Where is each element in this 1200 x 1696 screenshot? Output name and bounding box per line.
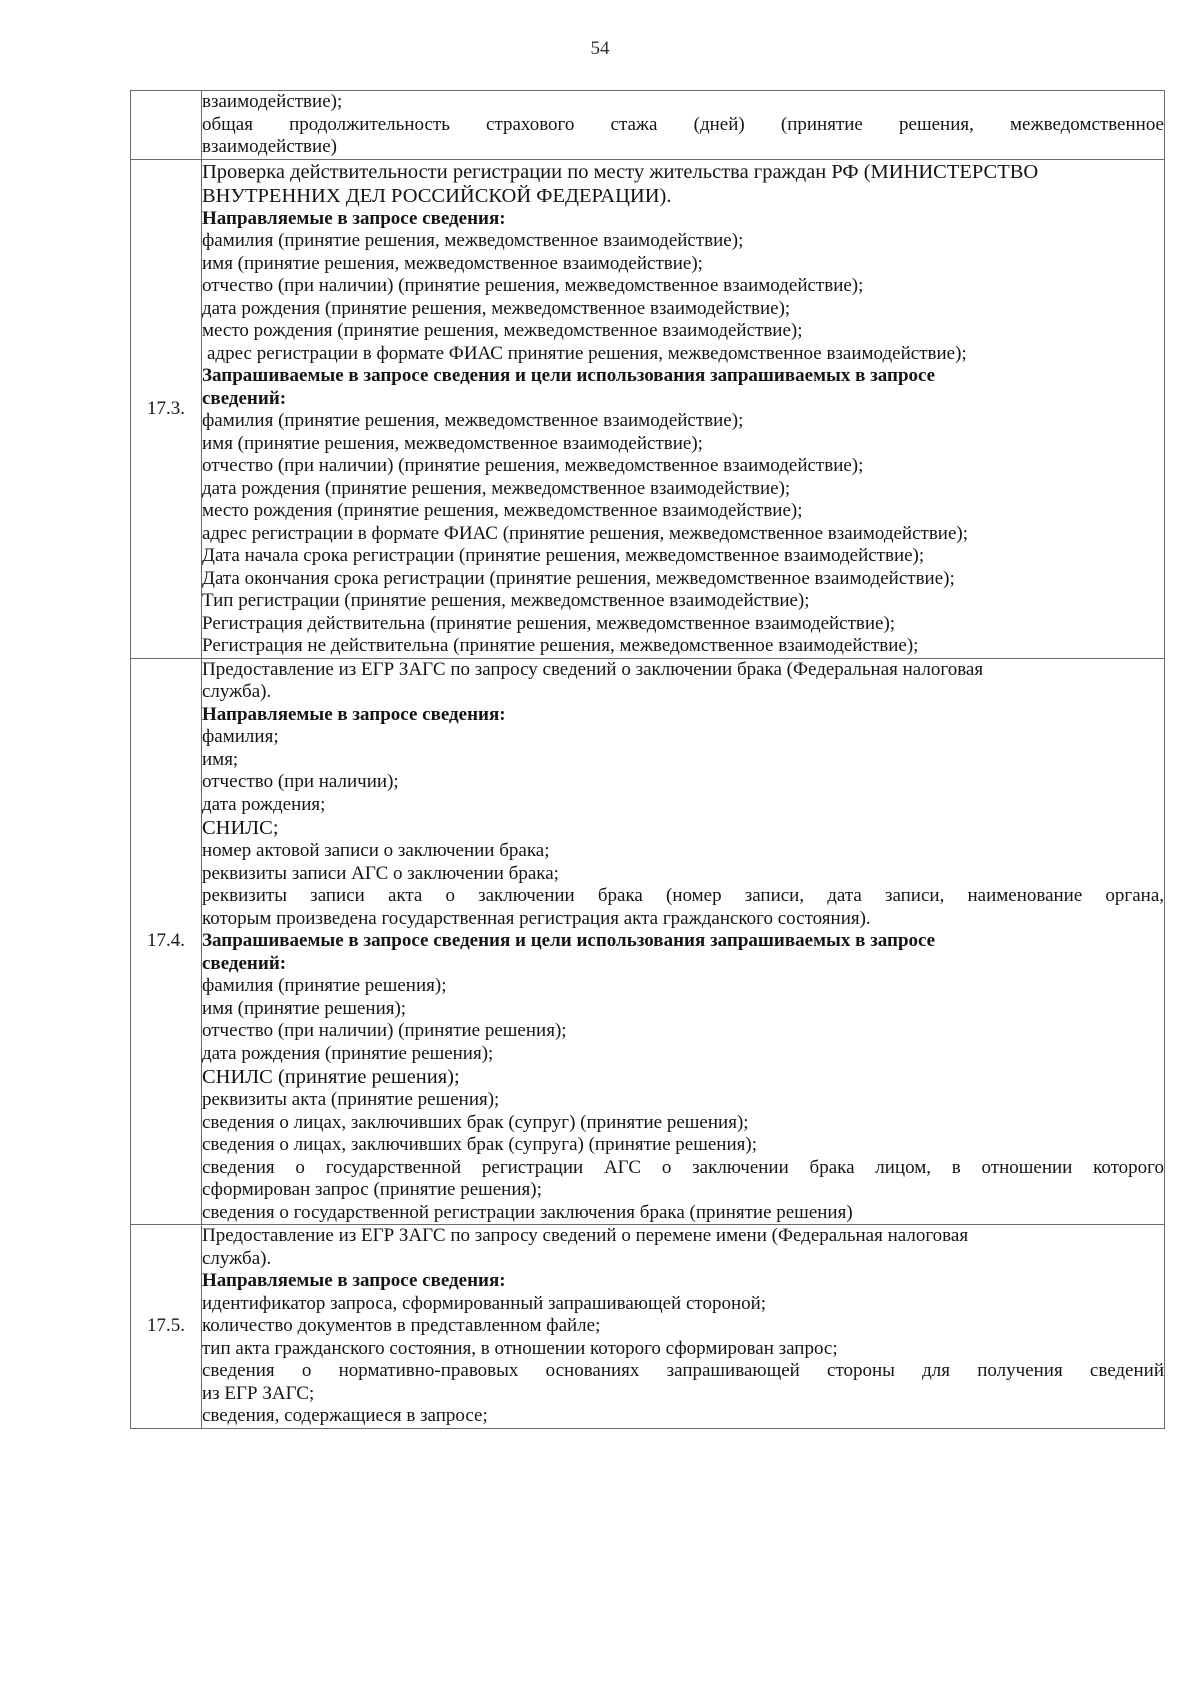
text-line: СНИЛС; [202,817,279,839]
text-line: сведения, содержащиеся в запросе; [202,1405,488,1426]
text-line: тип акта гражданского состояния, в отношении которого сформирован запрос; [202,1337,838,1359]
text-line: фамилия (принятие решения, межведомственное взаимодействие); [202,410,744,431]
text-line: отчество (при наличии) (принятие решения); [202,1020,567,1041]
text-line: сведения о государственной регистрации заключения брака (принятие решения) [202,1201,853,1223]
text-line: сведения о государственной регистрации АГС о заключении брака лицом, в отношении которого [202,1156,1164,1178]
text-line: дата рождения (принятие решения, межведомственное взаимодействие); [202,297,791,319]
section-heading: сведений: [202,387,287,409]
text-line: отчество (при наличии) (принятие решения, межведомственное взаимодействие); [202,455,864,476]
text-line: Регистрация не действительна (принятие решения, межведомственное взаимодействие); [202,635,919,656]
row-number [131,91,202,160]
text-line: Дата окончания срока регистрации (принятие решения, межведомственное взаимодействие); [202,567,955,589]
text-line: имя; [202,748,239,770]
text-line: сведения о лицах, заключивших брак (супруга) (принятие решения); [202,1134,757,1155]
text-line: сведения о лицах, заключивших брак (супруг) (принятие решения); [202,1111,749,1133]
text-line: служба). [202,681,272,702]
section-heading: Запрашиваемые в запросе сведения и цели использования запрашиваемых в запросе [202,930,936,951]
table-row-17-4 [131,658,1165,1225]
row-number: 17.3. [131,159,202,658]
row-number: 17.4. [131,658,202,1225]
requirements-table [130,90,1165,1429]
text-line: дата рождения; [202,793,326,815]
table-row-17-5 [131,1225,1165,1429]
text-line: Предоставление из ЕГР ЗАГС по запросу сведений о перемене имени (Федеральная налоговая [202,1225,969,1246]
table-row-17-3 [131,159,1165,658]
text-line: количество документов в представленном файле; [202,1315,601,1336]
text-line: из ЕГР ЗАГС; [202,1382,315,1404]
text-line: Тип регистрации (принятие решения, межведомственное взаимодействие); [202,590,810,611]
page-number: 54 [590,38,610,59]
text-line: дата рождения (принятие решения, межведомственное взаимодействие); [202,477,791,499]
text-line: Предоставление из ЕГР ЗАГС по запросу сведений о заключении брака (Федеральная налоговая [202,658,984,680]
text-line: фамилия; [202,726,279,747]
text-line: фамилия (принятие решения, межведомственное взаимодействие); [202,230,744,251]
text-line: имя (принятие решения, межведомственное взаимодействие); [202,432,703,454]
text-line: СНИЛС (принятие решения); [202,1066,460,1088]
text-line: Проверка действительности регистрации по месту жительства граждан РФ (МИНИСТЕРСТВО [202,160,1039,183]
text-line: имя (принятие решения); [202,997,407,1019]
row-content [202,1225,1165,1429]
text-line: сформирован запрос (принятие решения); [202,1179,542,1200]
text-line: которым произведена государственная регистрация акта гражданского состояния). [202,907,871,929]
section-heading: Направляемые в запросе сведения: [202,1270,506,1291]
text-line: адрес регистрации в формате ФИАС (принятие решения, межведомственное взаимодействие); [202,522,969,544]
text-line: отчество (при наличии); [202,771,399,792]
text-line: место рождения (принятие решения, межведомственное взаимодействие); [202,500,803,521]
text-line: реквизиты записи акта о заключении брака (номер записи, дата записи, наименование органа, [202,885,1164,906]
section-heading: Направляемые в запросе сведения: [202,207,506,229]
text-line: номер актовой записи о заключении брака; [202,840,550,861]
text-line: место рождения (принятие решения, межведомственное взаимодействие); [202,320,803,341]
text-line: сведения о нормативно-правовых основаниях запрашивающей стороны для получения сведений [202,1360,1164,1381]
section-heading: Направляемые в запросе сведения: [202,703,506,725]
text-line: отчество (при наличии) (принятие решения, межведомственное взаимодействие); [202,275,864,296]
text-line: имя (принятие решения, межведомственное взаимодействие); [202,252,703,274]
text-line: адрес регистрации в формате ФИАС принятие решения, межведомственное взаимодействие); [207,342,967,364]
text-line: реквизиты акта (принятие решения); [202,1089,500,1110]
text-line: реквизиты записи АГС о заключении брака; [202,862,559,884]
text-line: дата рождения (принятие решения); [202,1042,494,1064]
text-line: Дата начала срока регистрации (принятие решения, межведомственное взаимодействие); [202,545,925,566]
row-content [202,159,1165,658]
row-content [202,91,1165,160]
text-line: идентификатор запроса, сформированный запрашивающей стороной; [202,1292,767,1314]
text-line: взаимодействие); [202,91,343,112]
text-line: взаимодействие) [202,136,337,157]
section-heading: сведений: [202,952,287,974]
row-content [202,658,1165,1225]
text-line: служба). [202,1247,272,1269]
text-line: Регистрация действительна (принятие решения, межведомственное взаимодействие); [202,612,896,634]
text-line: ВНУТРЕННИХ ДЕЛ РОССИЙСКОЙ ФЕДЕРАЦИИ). [202,184,672,207]
row-number: 17.5. [131,1225,202,1429]
section-heading: Запрашиваемые в запросе сведения и цели использования запрашиваемых в запросе [202,365,936,386]
text-line: фамилия (принятие решения); [202,975,447,996]
text-line: общая продолжительность страхового стажа (дней) (принятие решения, межведомственное [202,113,1164,135]
table-row-continuation [131,91,1165,160]
